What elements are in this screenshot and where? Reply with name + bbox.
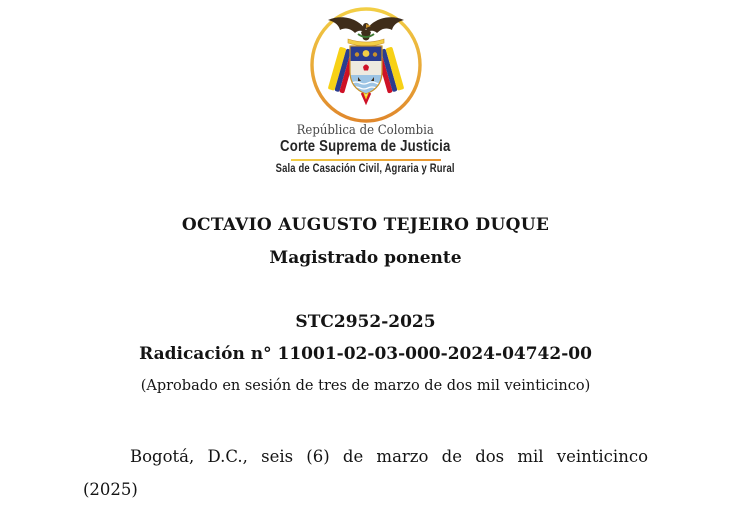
magistrate-name: OCTAVIO AUGUSTO TEJEIRO DUQUE — [181, 215, 550, 235]
colombia-coat-of-arms-icon — [308, 6, 424, 124]
dateline-line1: Bogotá, D.C., seis (6) de marzo de dos mil veinticinco — [130, 447, 648, 466]
republic-label-text: República de Colombia — [296, 123, 435, 138]
court-name-text: Corte Suprema de Justicia — [280, 138, 451, 155]
approval-note: (Aprobado en sesión de tres de marzo de dos mil veinticinco) — [140, 378, 591, 394]
chamber-name — [0, 163, 731, 175]
filing-number: Radicación n° 11001-02-03-000-2024-04742-00 — [139, 344, 592, 364]
coat-of-arms — [308, 6, 424, 124]
chamber-name-text: Sala de Casación Civil, Agraria y Rural — [275, 163, 455, 175]
header-divider — [291, 159, 441, 161]
case-number: STC2952-2025 — [295, 312, 436, 332]
court-name — [0, 138, 731, 156]
dateline-line2: (2025) — [83, 480, 138, 499]
dateline-paragraph — [83, 440, 648, 506]
republic-label — [0, 123, 731, 138]
magistrate-role: Magistrado ponente — [269, 248, 462, 268]
